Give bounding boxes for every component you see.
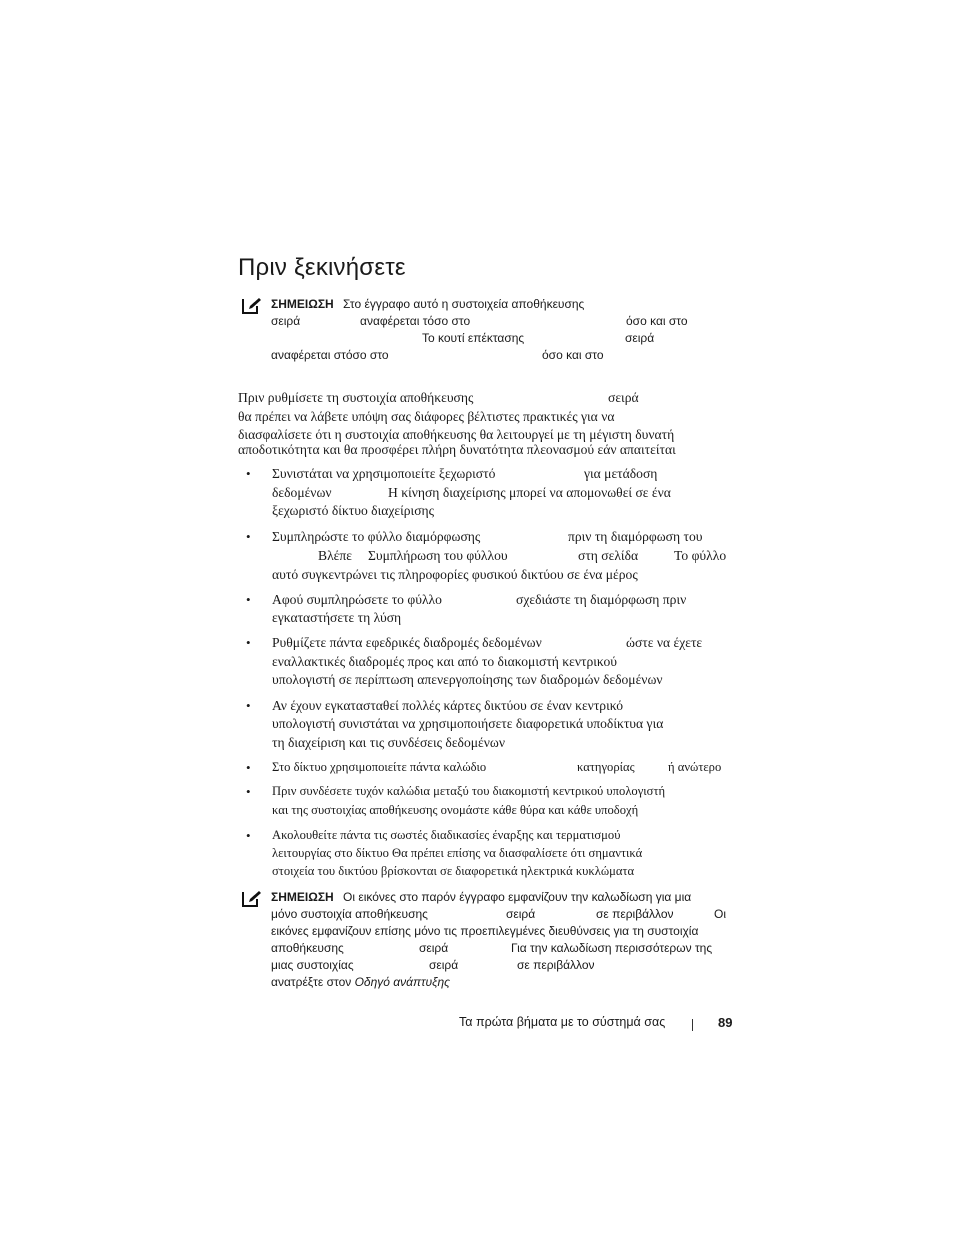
pencil-note-icon: [241, 890, 263, 908]
intro-line-2: θα πρέπει να λάβετε υπόψη σας διάφορες βέλτιστες πρακτικές για να: [238, 409, 615, 424]
note-1-line-2b: αναφέρεται τόσο στο: [360, 314, 471, 328]
bullet-marker: •: [246, 784, 251, 799]
page-number: 89: [718, 1015, 733, 1030]
intro-line-1: Πριν ρυθμίσετε τη συστοιχία αποθήκευσης: [238, 390, 474, 405]
guide-reference: Οδηγό ανάπτυξης: [354, 975, 450, 989]
intro-line-1b: σειρά: [608, 390, 639, 405]
note-1-line-4a: αναφέρεται στόσο στο: [271, 348, 389, 362]
note-label: ΣΗΜΕΙΩΣΗ: [271, 297, 334, 311]
section-title: Πριν ξεκινήσετε: [238, 254, 406, 281]
note-1-line-2c: όσο και στο: [626, 314, 688, 328]
note-1-line-3a: Το κουτί επέκτασης: [422, 331, 525, 345]
pencil-note-icon: [241, 297, 263, 315]
intro-line-4: αποδοτικότητα και θα προσφέρει πλήρη δυνατότητα πλεονασμού εάν απαιτείται: [238, 442, 676, 457]
bullet-marker: •: [246, 466, 251, 481]
document-page: Πριν ξεκινήσετε ΣΗΜΕΙΩΣΗ Στο έγγραφο αυτό η συστοιχεία αποθήκευσης σειρά αναφέρεται τόσο στο όσο και στο Το κουτί επέκτασης σειρά αναφέρεται στόσο στο όσο και στο Πριν ρυθμίσετε τη συστοιχία αποθήκευσης σειρά θα πρέπει να λάβετε υπόψη σας διάφορες βέλτιστες πρακτικές για να διασφαλίσετε ότι η συστοιχία αποθήκευσης θα λειτουργεί με τη μέγιστη δυνατή αποδοτικότητα και θα προσφέρει πλήρη δυνατότητα πλεονασμού εάν απαιτείται • Συνιστάται να χρησιμοποιείτε ξεχωριστό για μετάδοση δεδομένων Η κίνηση διαχείρισης μπορεί να απομονωθεί σε ένα ξεχωριστό δίκτυο διαχείρισης • Συμπληρώστε το φύλλο διαμόρφωσης πριν τη διαμόρφωση του Βλέπε Συμπλήρωση του φύλλου στη σελίδα Το φύλλο αυτό συγκεντρώνει τις πληροφορίες φυσικού δικτύου σε ένα μέρος • Αφού συμπληρώσετε το φύλλο σχεδιάστε τη διαμόρφωση πριν εγκαταστήσετε τη λύση • Ρυθμίζετε πάντα εφεδρικές διαδρομές δεδομένων ώστε να έχετε εναλλακτικές διαδρομές προς και από το διακομιστή κεντρικού υπολογιστή σε περίπτωση απενεργοποίησης των διαδρομών δεδομένων • Αν έχουν εγκατασταθεί πολλές κάρτες δικτύου σε έναν κεντρικό υπολογιστή συνιστάται να χρησιμοποιήσετε διαφορετικά υποδίκτυα για τη διαχείριση και τις συνδέσεις δεδομένων • Στο δίκτυο χρησιμοποιείτε πάντα καλώδιο κατηγορίας ή ανώτερο • Πριν συνδέσετε τυχόν καλώδια μεταξύ του διακομιστή κεντρικού υπολογιστή και της συστοιχίας αποθήκευσης ονομάστε κάθε θύρα και κάθε υποδοχή • Ακολουθείτε πάντα τις σωστές διαδικασίες έναρξης και τερματισμού λειτουργίας στο δίκτυο Θα πρέπει επίσης να διασφαλίσετε ότι σημαντικά στοιχεία του δικτύου βρίσκονται σε διαφορετικά ηλεκτρικά κυκλώματα ΣΗΜΕΙΩΣΗ Οι εικόνες στο παρόν έγγραφο εμφανίζουν την καλωδίωση για μια μόνο συστοιχία αποθήκευσης σειρά σε περιβάλλον Οι εικόνες εμφανίζουν επίσης μόνο τις προεπιλεγμένες διευθύνσεις για τη συστοιχία αποθήκευσης σειρά Για την καλωδίωση περισσότερων της μιας συστοιχίας σειρά σε περιβάλλον ανατρέξτε στον Οδηγό ανάπτυξης Τα πρώτα βήματα με το σύστημά σας 89: [238, 254, 733, 1030]
note-1-line-2: σειρά: [271, 314, 301, 328]
note-label: ΣΗΜΕΙΩΣΗ: [271, 890, 334, 904]
bullet-marker: •: [246, 828, 251, 843]
note-1-line-1: ΣΗΜΕΙΩΣΗ Στο έγγραφο αυτό η συστοιχεία αποθήκευσης: [271, 297, 585, 311]
bullet-marker: •: [246, 698, 251, 713]
note-2-line-6: ανατρέξτε στον Οδηγό ανάπτυξης: [271, 975, 450, 989]
footer-divider: [692, 1019, 693, 1031]
intro-line-3: διασφαλίσετε ότι η συστοιχία αποθήκευσης θα λειτουργεί με τη μέγιστη δυνατή: [238, 427, 675, 442]
bullet-marker: •: [246, 760, 251, 775]
bullet-marker: •: [246, 635, 251, 650]
bullet-marker: •: [246, 529, 251, 544]
running-footer: Τα πρώτα βήματα με το σύστημά σας: [459, 1015, 666, 1029]
note-1-line-4b: όσο και στο: [542, 348, 604, 362]
bullet-marker: •: [246, 592, 251, 607]
note-2-line-1: ΣΗΜΕΙΩΣΗ Οι εικόνες στο παρόν έγγραφο εμφανίζουν την καλωδίωση για μια: [271, 890, 692, 904]
note-1-line-3b: σειρά: [625, 331, 655, 345]
